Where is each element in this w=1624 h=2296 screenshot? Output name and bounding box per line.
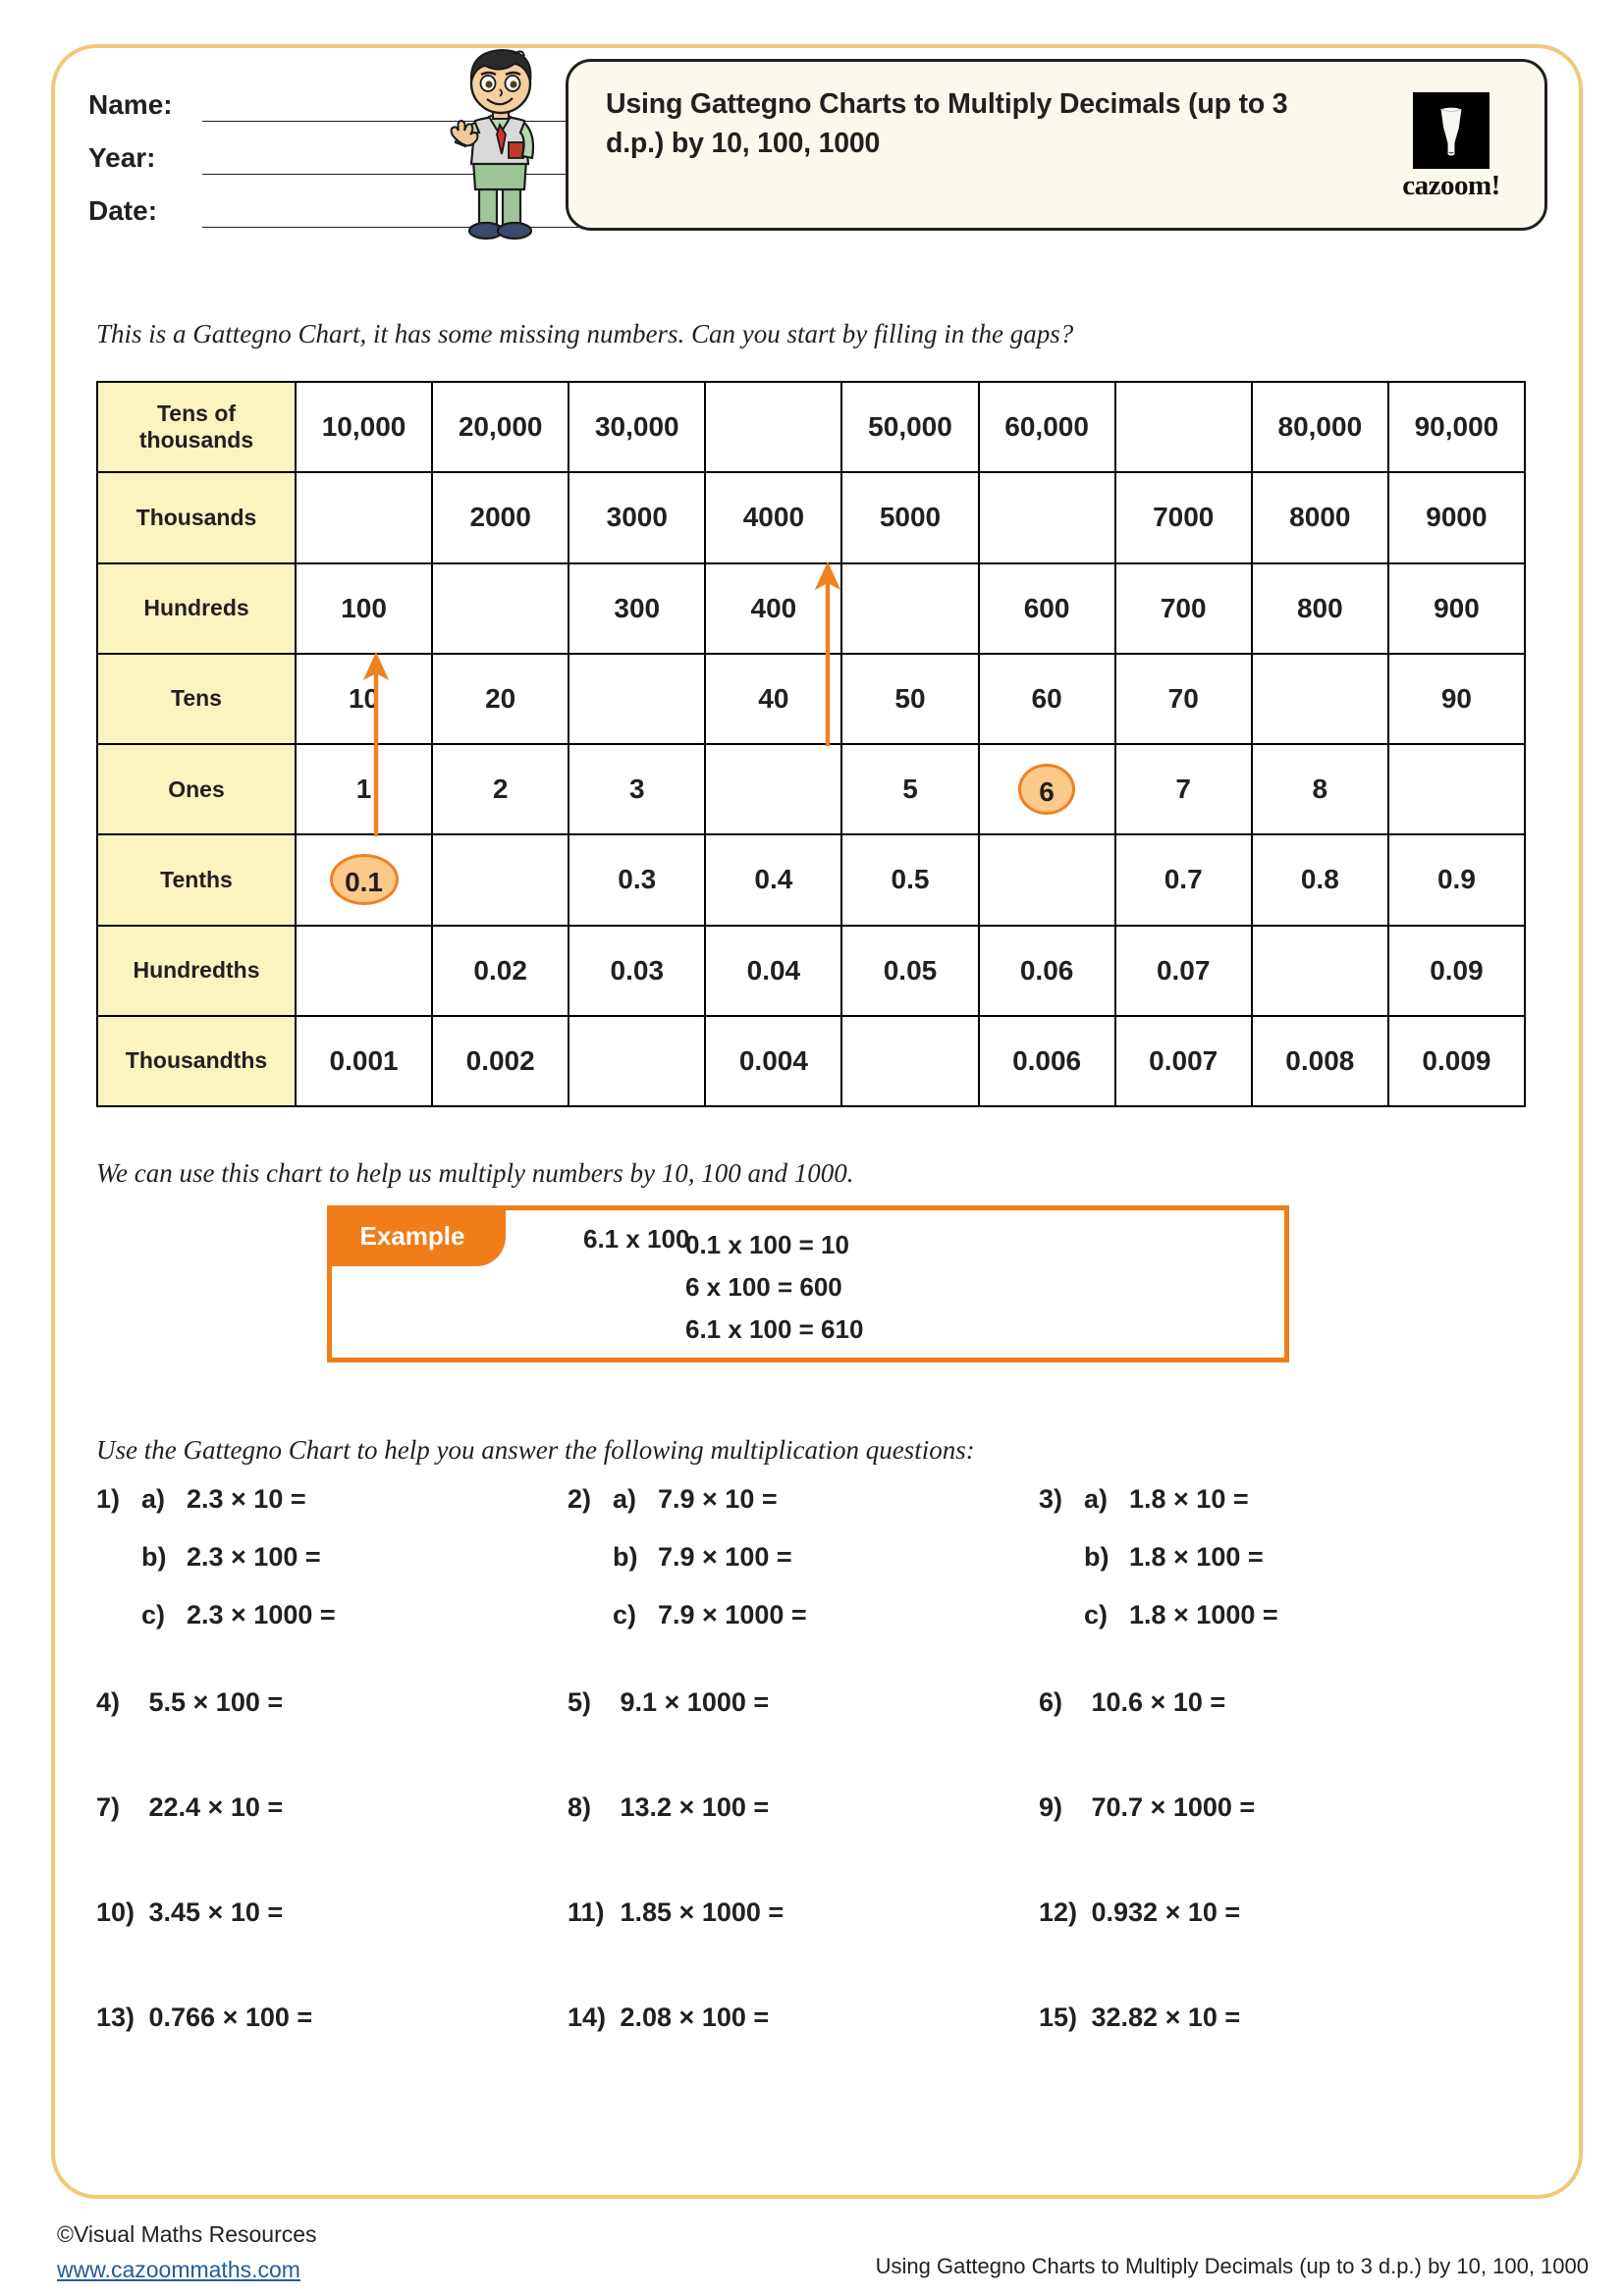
gattegno-cell[interactable] bbox=[432, 563, 568, 654]
cazoom-wordmark: cazoom! bbox=[1402, 170, 1500, 201]
gattegno-cell[interactable]: 40 bbox=[705, 654, 841, 744]
worksheet-header bbox=[59, 54, 1581, 265]
worksheet-title-box bbox=[566, 59, 1547, 231]
question-item[interactable] bbox=[1039, 1484, 1510, 1542]
page-title: Using Gattegno Charts to Multiply Decimals (up to 3 d.p.) by 10, 100, 1000 bbox=[606, 88, 1288, 159]
gattegno-row bbox=[97, 654, 1525, 744]
question-item[interactable] bbox=[568, 1542, 1039, 1600]
questions-grid-b bbox=[96, 1687, 1530, 2108]
intro-instruction: This is a Gattegno Chart, it has some missing numbers. Can you start by filling in the gaps? bbox=[96, 319, 1074, 348]
question-text: 3.45 × 10 = bbox=[141, 1897, 284, 1927]
gattegno-cell[interactable]: 30,000 bbox=[568, 382, 705, 472]
question-letter: b) bbox=[613, 1542, 638, 1572]
example-step: 6.1 x 100 = 610 bbox=[685, 1314, 864, 1344]
question-number: 12) bbox=[1039, 1897, 1078, 1927]
gattegno-cell[interactable]: 0.001 bbox=[296, 1016, 432, 1106]
gattegno-cell[interactable]: 5 bbox=[841, 744, 978, 834]
question-letter: b) bbox=[141, 1542, 167, 1572]
question-text: 1.8 × 100 = bbox=[1129, 1542, 1264, 1572]
question-text: 2.3 × 1000 = bbox=[187, 1600, 336, 1629]
row-label-ones: Ones bbox=[97, 744, 296, 834]
gattegno-cell[interactable]: 0.3 bbox=[568, 834, 705, 925]
question-item[interactable] bbox=[568, 1484, 1039, 1542]
question-letter: c) bbox=[1084, 1600, 1109, 1629]
question-number: 3) bbox=[1039, 1484, 1063, 1514]
example-steps bbox=[685, 1224, 863, 1351]
gattegno-cell[interactable] bbox=[568, 1016, 705, 1106]
example-expression: 6.1 x 100 bbox=[583, 1224, 690, 1254]
gattegno-cell[interactable]: 90,000 bbox=[1388, 382, 1525, 472]
row-label-tens-of-thousands: Tens of thousands bbox=[97, 382, 296, 472]
gattegno-cell[interactable]: 2000 bbox=[432, 472, 568, 562]
gattegno-cell[interactable]: 0.06 bbox=[979, 926, 1115, 1016]
gattegno-cell[interactable]: 70 bbox=[1115, 654, 1252, 744]
gattegno-cell[interactable] bbox=[432, 834, 568, 925]
row-label-tens: Tens bbox=[97, 654, 296, 744]
question-text: 7.9 × 10 = bbox=[658, 1484, 778, 1514]
gattegno-cell[interactable]: 0.006 bbox=[979, 1016, 1115, 1106]
question-item[interactable] bbox=[568, 1792, 1039, 1897]
row-label-tenths: Tenths bbox=[97, 834, 296, 925]
gattegno-cell[interactable] bbox=[705, 382, 841, 472]
gattegno-cell[interactable] bbox=[296, 926, 432, 1016]
question-item[interactable] bbox=[568, 1687, 1039, 1792]
gattegno-cell[interactable]: 0.4 bbox=[705, 834, 841, 925]
gattegno-cell[interactable]: 0.007 bbox=[1115, 1016, 1252, 1106]
gattegno-cell[interactable]: 20,000 bbox=[432, 382, 568, 472]
question-letter: b) bbox=[1084, 1542, 1110, 1572]
gattegno-cell[interactable]: 0.09 bbox=[1388, 926, 1525, 1016]
question-item[interactable] bbox=[1039, 1687, 1510, 1792]
question-number: 15) bbox=[1039, 2002, 1078, 2032]
gattegno-cell[interactable]: 8 bbox=[1252, 744, 1388, 834]
gattegno-cell[interactable]: 50,000 bbox=[841, 382, 978, 472]
year-label: Year: bbox=[88, 142, 156, 173]
gattegno-cell[interactable]: 0.05 bbox=[841, 926, 978, 1016]
question-number: 5) bbox=[568, 1687, 592, 1717]
gattegno-cell[interactable] bbox=[1115, 382, 1252, 472]
question-item[interactable] bbox=[1039, 1792, 1510, 1897]
gattegno-cell[interactable] bbox=[296, 834, 432, 925]
question-number: 4) bbox=[96, 1687, 121, 1717]
question-item[interactable] bbox=[1039, 1600, 1510, 1687]
question-item[interactable] bbox=[96, 1687, 568, 1792]
gattegno-cell[interactable]: 2 bbox=[432, 744, 568, 834]
gattegno-cell[interactable]: 0.04 bbox=[705, 926, 841, 1016]
gattegno-cell[interactable] bbox=[1388, 744, 1525, 834]
question-text: 0.932 × 10 = bbox=[1084, 1897, 1241, 1927]
question-letter: c) bbox=[141, 1600, 166, 1629]
gattegno-cell[interactable]: 5000 bbox=[841, 472, 978, 562]
footer-left bbox=[57, 2216, 317, 2287]
gattegno-cell[interactable]: 0.002 bbox=[432, 1016, 568, 1106]
question-text: 13.2 × 100 = bbox=[613, 1792, 770, 1822]
question-number: 8) bbox=[568, 1792, 592, 1822]
question-text: 2.08 × 100 = bbox=[613, 2002, 770, 2032]
question-item[interactable] bbox=[96, 1897, 568, 2002]
question-number: 1) bbox=[96, 1484, 121, 1514]
question-number: 2) bbox=[568, 1484, 592, 1514]
gattegno-cell[interactable]: 400 bbox=[705, 563, 841, 654]
highlighted-value: 0.1 bbox=[330, 854, 399, 905]
gattegno-cell[interactable]: 50 bbox=[841, 654, 978, 744]
question-item[interactable] bbox=[568, 1600, 1039, 1687]
gattegno-row bbox=[97, 1016, 1525, 1106]
question-number: 11) bbox=[568, 1897, 605, 1927]
gattegno-row bbox=[97, 472, 1525, 562]
gattegno-row bbox=[97, 744, 1525, 834]
gattegno-cell[interactable]: 0.5 bbox=[841, 834, 978, 925]
gattegno-row bbox=[97, 563, 1525, 654]
date-label: Date: bbox=[88, 195, 158, 226]
question-text: 1.8 × 10 = bbox=[1129, 1484, 1249, 1514]
example-tab-label: Example bbox=[327, 1205, 506, 1266]
gattegno-cell[interactable]: 0.03 bbox=[568, 926, 705, 1016]
gattegno-cell[interactable]: 0.009 bbox=[1388, 1016, 1525, 1106]
gattegno-cell[interactable]: 3000 bbox=[568, 472, 705, 562]
example-step: 6 x 100 = 600 bbox=[685, 1272, 842, 1302]
question-text: 22.4 × 10 = bbox=[141, 1792, 284, 1822]
question-text: 5.5 × 100 = bbox=[141, 1687, 284, 1717]
mid-instruction: We can use this chart to help us multiply numbers by 10, 100 and 1000. bbox=[96, 1158, 854, 1188]
question-letter: a) bbox=[141, 1484, 166, 1514]
gattegno-cell[interactable]: 90 bbox=[1388, 654, 1525, 744]
question-item[interactable] bbox=[1039, 2002, 1510, 2108]
gattegno-cell[interactable]: 7000 bbox=[1115, 472, 1252, 562]
gattegno-cell[interactable]: 0.02 bbox=[432, 926, 568, 1016]
gattegno-cell[interactable]: 800 bbox=[1252, 563, 1388, 654]
example-step: 0.1 x 100 = 10 bbox=[685, 1230, 849, 1259]
djembe-drum-icon bbox=[1413, 92, 1489, 169]
gattegno-cell[interactable]: 600 bbox=[979, 563, 1115, 654]
gattegno-cell[interactable] bbox=[979, 472, 1115, 562]
gattegno-table bbox=[96, 381, 1526, 1107]
gattegno-cell[interactable]: 0.9 bbox=[1388, 834, 1525, 925]
question-number: 13) bbox=[96, 2002, 135, 2032]
gattegno-row bbox=[97, 926, 1525, 1016]
row-label-hundredths: Hundredths bbox=[97, 926, 296, 1016]
gattegno-chart bbox=[96, 381, 1526, 1107]
copyright-text: ©Visual Maths Resources bbox=[57, 2221, 317, 2247]
row-label-hundreds: Hundreds bbox=[97, 563, 296, 654]
row-label-thousands: Thousands bbox=[97, 472, 296, 562]
gattegno-cell[interactable]: 20 bbox=[432, 654, 568, 744]
question-letter: a) bbox=[1084, 1484, 1109, 1514]
gattegno-cell[interactable]: 7 bbox=[1115, 744, 1252, 834]
question-letter: c) bbox=[613, 1600, 637, 1629]
gattegno-cell[interactable]: 900 bbox=[1388, 563, 1525, 654]
question-text: 1.8 × 1000 = bbox=[1129, 1600, 1278, 1629]
student-mascot-icon bbox=[424, 44, 571, 245]
footer-title-text: Using Gattegno Charts to Multiply Decimals (up to 3 d.p.) by 10, 100, 1000 bbox=[875, 2254, 1589, 2278]
gattegno-cell[interactable]: 4000 bbox=[705, 472, 841, 562]
question-text: 32.82 × 10 = bbox=[1084, 2002, 1241, 2032]
question-text: 1.85 × 1000 = bbox=[613, 1897, 785, 1927]
website-link[interactable]: www.cazoommaths.com bbox=[57, 2257, 300, 2282]
gattegno-cell[interactable]: 0.008 bbox=[1252, 1016, 1388, 1106]
gattegno-cell[interactable]: 300 bbox=[568, 563, 705, 654]
gattegno-cell[interactable] bbox=[979, 744, 1115, 834]
gattegno-cell[interactable]: 8000 bbox=[1252, 472, 1388, 562]
gattegno-cell[interactable]: 60,000 bbox=[979, 382, 1115, 472]
gattegno-cell[interactable]: 700 bbox=[1115, 563, 1252, 654]
gattegno-cell[interactable] bbox=[841, 1016, 978, 1106]
question-number: 9) bbox=[1039, 1792, 1063, 1822]
cazoom-logo bbox=[1387, 83, 1515, 209]
question-item[interactable] bbox=[96, 1484, 568, 1542]
question-item[interactable] bbox=[96, 1792, 568, 1897]
gattegno-cell[interactable]: 3 bbox=[568, 744, 705, 834]
question-text: 7.9 × 100 = bbox=[658, 1542, 792, 1572]
question-text: 70.7 × 1000 = bbox=[1084, 1792, 1256, 1822]
gattegno-cell[interactable] bbox=[705, 744, 841, 834]
question-number: 10) bbox=[96, 1897, 135, 1927]
gattegno-row bbox=[97, 382, 1525, 472]
questions-section bbox=[96, 1484, 1530, 2108]
highlighted-value: 6 bbox=[1018, 764, 1075, 815]
gattegno-cell[interactable]: 10 bbox=[296, 654, 432, 744]
gattegno-cell[interactable]: 9000 bbox=[1388, 472, 1525, 562]
gattegno-cell[interactable]: 0.004 bbox=[705, 1016, 841, 1106]
gattegno-cell[interactable]: 0.7 bbox=[1115, 834, 1252, 925]
gattegno-cell[interactable] bbox=[568, 654, 705, 744]
name-label: Name: bbox=[88, 89, 173, 120]
gattegno-cell[interactable]: 100 bbox=[296, 563, 432, 654]
gattegno-cell[interactable] bbox=[841, 563, 978, 654]
gattegno-cell[interactable]: 1 bbox=[296, 744, 432, 834]
gattegno-cell[interactable] bbox=[979, 834, 1115, 925]
questions-grid-a bbox=[96, 1484, 1530, 1687]
question-letter: a) bbox=[613, 1484, 637, 1514]
gattegno-cell[interactable]: 0.8 bbox=[1252, 834, 1388, 925]
question-number: 14) bbox=[568, 2002, 607, 2032]
gattegno-cell[interactable]: 60 bbox=[979, 654, 1115, 744]
question-text: 10.6 × 10 = bbox=[1084, 1687, 1226, 1717]
gattegno-cell[interactable] bbox=[296, 472, 432, 562]
question-item[interactable] bbox=[1039, 1542, 1510, 1600]
question-item[interactable] bbox=[568, 1897, 1039, 2002]
row-label-thousandths: Thousandths bbox=[97, 1016, 296, 1106]
question-text: 7.9 × 1000 = bbox=[658, 1600, 807, 1629]
question-item[interactable] bbox=[568, 2002, 1039, 2108]
example-box bbox=[327, 1205, 1289, 1362]
question-text: 0.766 × 100 = bbox=[141, 2002, 313, 2032]
gattegno-cell[interactable] bbox=[1252, 654, 1388, 744]
question-number: 6) bbox=[1039, 1687, 1063, 1717]
gattegno-cell[interactable]: 10,000 bbox=[296, 382, 432, 472]
question-item[interactable] bbox=[96, 1542, 568, 1600]
question-item[interactable] bbox=[96, 1600, 568, 1687]
question-text: 9.1 × 1000 = bbox=[613, 1687, 770, 1717]
question-text: 2.3 × 10 = bbox=[187, 1484, 306, 1514]
gattegno-cell[interactable]: 0.07 bbox=[1115, 926, 1252, 1016]
question-item[interactable] bbox=[96, 2002, 568, 2108]
gattegno-cell[interactable] bbox=[1252, 926, 1388, 1016]
question-number: 7) bbox=[96, 1792, 121, 1822]
questions-instruction: Use the Gattegno Chart to help you answer the following multiplication questions: bbox=[96, 1435, 975, 1465]
question-item[interactable] bbox=[1039, 1897, 1510, 2002]
gattegno-table-body bbox=[97, 382, 1525, 1106]
gattegno-cell[interactable]: 80,000 bbox=[1252, 382, 1388, 472]
gattegno-row bbox=[97, 834, 1525, 925]
question-text: 2.3 × 100 = bbox=[187, 1542, 321, 1572]
